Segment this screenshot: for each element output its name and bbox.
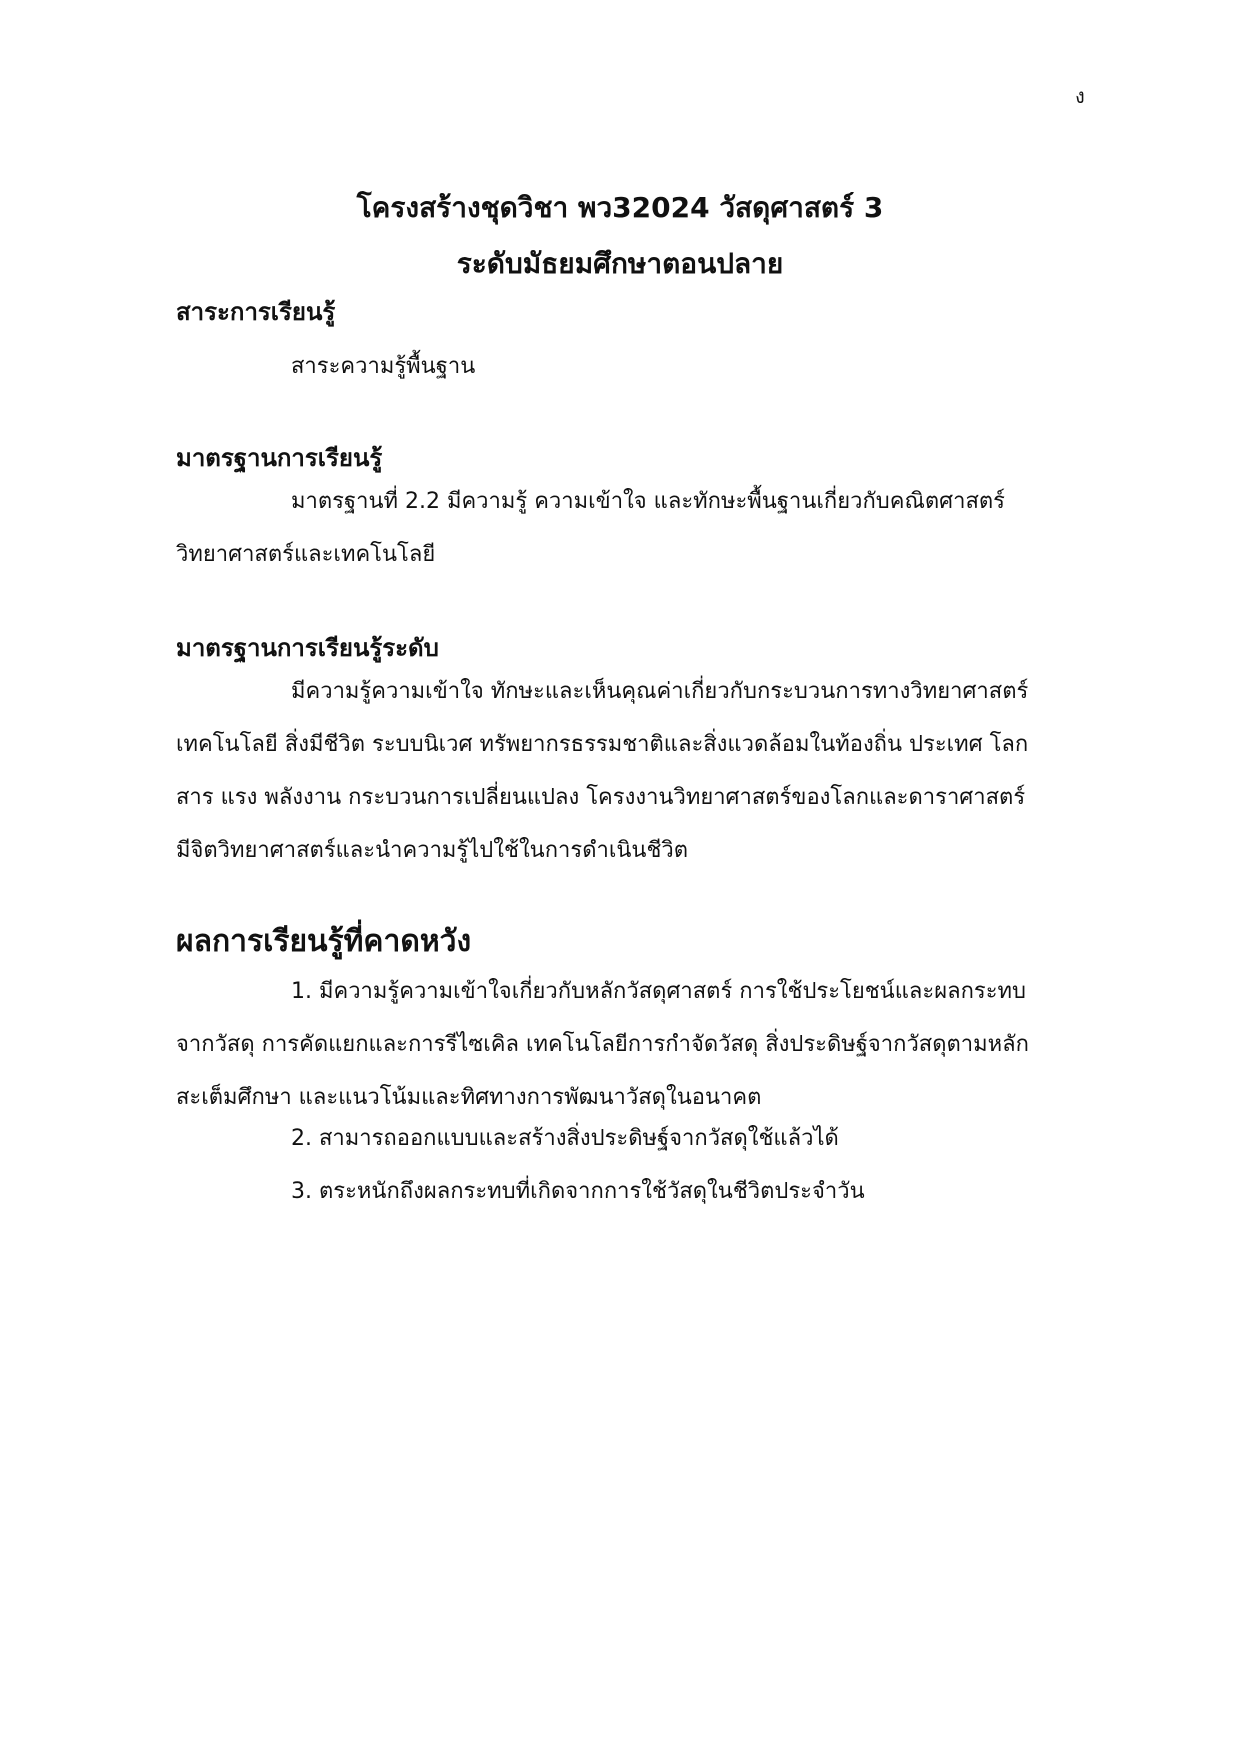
level-standard-heading: มาตรฐานการเรียนรู้ระดับ bbox=[176, 634, 439, 662]
level-standard-line: มีความรู้ความเข้าใจ ทักษะและเห็นคุณค่าเกี่ยวกับกระบวนการทางวิทยาศาสตร์ bbox=[291, 679, 1029, 704]
outcome-item-1-line: สะเต็มศึกษา และแนวโน้มและทิศทางการพัฒนาวัสดุในอนาคต bbox=[176, 1085, 762, 1110]
outcome-item-1-line: จากวัสดุ การคัดแยกและการรีไซเคิล เทคโนโลยีการกำจัดวัสดุ สิ่งประดิษฐ์จากวัสดุตามหลัก bbox=[176, 1032, 1029, 1057]
learning-content-heading: สาระการเรียนรู้ bbox=[176, 298, 336, 326]
page-number: ง bbox=[1075, 84, 1085, 108]
learning-standard-line: มาตรฐานที่ 2.2 มีความรู้ ความเข้าใจ และทักษะพื้นฐานเกี่ยวกับคณิตศาสตร์ bbox=[291, 489, 1005, 514]
outcome-item-1 bbox=[176, 965, 1096, 1124]
title-line-2: ระดับมัธยมศึกษาตอนปลาย bbox=[456, 247, 784, 280]
learning-standard-line: วิทยาศาสตร์และเทคโนโลยี bbox=[176, 542, 436, 567]
outcome-item-2: 2. สามารถออกแบบและสร้างสิ่งประดิษฐ์จากวัสดุใช้แล้วได้ bbox=[291, 1126, 839, 1151]
level-standard-line: เทคโนโลยี สิ่งมีชีวิต ระบบนิเวศ ทรัพยากรธรรมชาติและสิ่งแวดล้อมในท้องถิ่น ประเทศ โลก bbox=[176, 732, 1029, 757]
level-standard-paragraph bbox=[176, 665, 1096, 877]
title-line-1: โครงสร้างชุดวิชา พว32024 วัสดุศาสตร์ 3 bbox=[356, 191, 884, 224]
outcome-item-3: 3. ตระหนักถึงผลกระทบที่เกิดจากการใช้วัสดุในชีวิตประจำวัน bbox=[291, 1179, 865, 1204]
level-standard-line: มีจิตวิทยาศาสตร์และนำความรู้ไปใช้ในการดำเนินชีวิต bbox=[176, 838, 689, 863]
outcome-item-1-line: 1. มีความรู้ความเข้าใจเกี่ยวกับหลักวัสดุศาสตร์ การใช้ประโยชน์และผลกระทบ bbox=[291, 979, 1026, 1004]
level-standard-line: สาร แรง พลังงาน กระบวนการเปลี่ยนแปลง โครงงานวิทยาศาสตร์ของโลกและดาราศาสตร์ bbox=[176, 785, 1026, 810]
learning-standard-heading: มาตรฐานการเรียนรู้ bbox=[176, 444, 383, 472]
learning-standard-paragraph bbox=[176, 475, 1096, 581]
learning-content-text: สาระความรู้พื้นฐาน bbox=[291, 354, 476, 379]
expected-outcomes-heading: ผลการเรียนรู้ที่คาดหวัง bbox=[176, 924, 472, 959]
document-title bbox=[0, 180, 1240, 292]
